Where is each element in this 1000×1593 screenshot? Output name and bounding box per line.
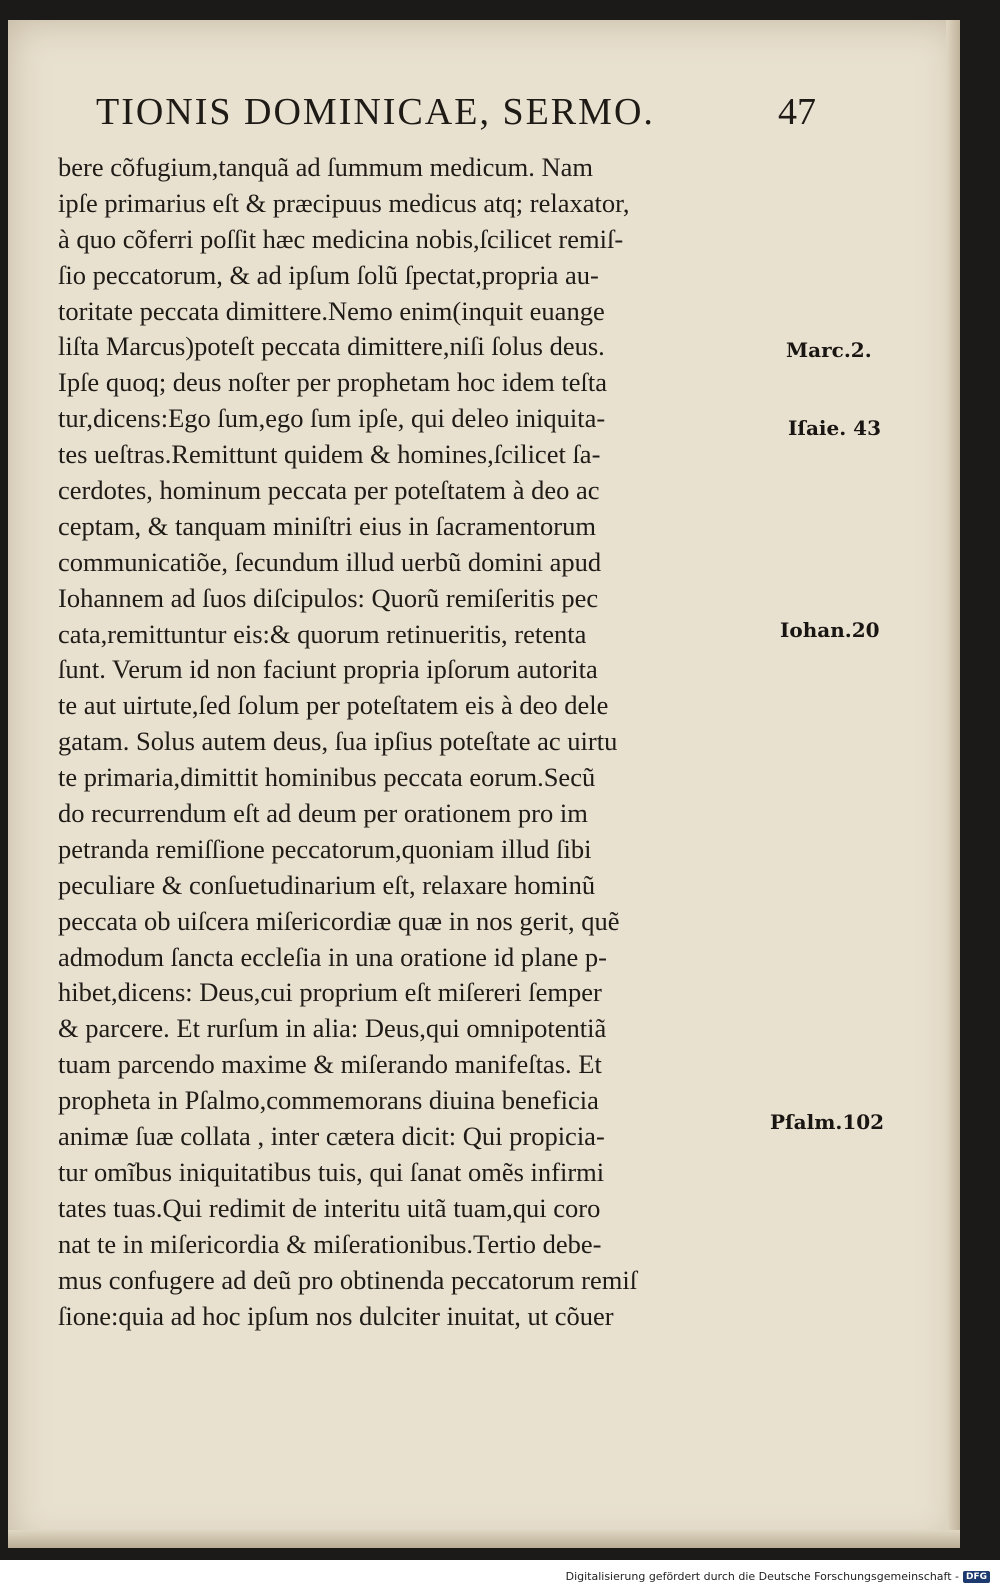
margin-note-marc: Marc.2. <box>786 338 872 362</box>
funding-credit: Digitalisierung gefördert durch die Deutsche Forschungsgemeinschaft - <box>565 1570 959 1583</box>
text-line: toritate peccata dimittere.Nemo enim(inquit euange <box>58 295 605 326</box>
text-line: propheta in Pſalmo,commemorans diuina beneficia <box>58 1085 599 1116</box>
text-line: tates tuas.Qui redimit de interitu uitã tuam,qui coro <box>58 1192 601 1223</box>
text-line: bere cõfugium,tanquã ad ſummum medicum. Nam <box>58 152 594 182</box>
page-header <box>96 84 816 140</box>
text-line: & parcere. Et rurſum in alia: Deus,qui omnipotentiã <box>58 1013 607 1044</box>
text-line: te aut uirtute,ſed ſolum per poteſtatem eis à deo dele <box>58 690 609 721</box>
text-line: tes ueſtras.Remittunt quidem & homines,ſcilicet ſa- <box>58 439 601 470</box>
text-line: cerdotes, hominum peccata per poteſtatem à deo ac <box>58 475 600 506</box>
text-line: ſunt. Verum id non faciunt propria ipſorum autorita <box>58 654 598 685</box>
page-bottom-edge <box>8 1530 960 1548</box>
text-line: te primaria,dimittit hominibus peccata eorum.Secũ <box>58 762 596 793</box>
text-line: communicatiõe, ſecundum illud uerbũ domini apud <box>58 546 602 577</box>
page-edge <box>946 20 960 1548</box>
margin-note-psalm: Pſalm.102 <box>770 1110 885 1134</box>
margin-note-iohan: Iohan.20 <box>780 618 880 642</box>
text-line: liſta Marcus)poteſt peccata dimittere,niſi ſolus deus. <box>58 331 605 362</box>
text-line: nat te in miſericordia & miſerationibus.Tertio debe- <box>58 1228 602 1259</box>
text-line: peculiare & conſuetudinarium eſt, relaxare hominũ <box>58 869 596 900</box>
text-line: peccata ob uiſcera miſericordiæ quæ in nos gerit, quẽ <box>58 905 620 936</box>
text-line: petranda remiſſione peccatorum,quoniam illud ſibi <box>58 833 592 864</box>
running-head: TIONIS DOMINICAE, SERMO. <box>96 91 655 133</box>
text-line: ipſe primarius eſt & præcipuus medicus atq; relaxator, <box>58 187 630 218</box>
page-number: 47 <box>778 91 816 133</box>
text-line: cata,remittuntur eis:& quorum retinueritis, retenta <box>58 618 587 649</box>
text-line: Iohannem ad ſuos diſcipulos: Quorũ remiſeritis pec <box>58 582 599 613</box>
text-line: tuam parcendo maxime & miſerando manifeſtas. Et <box>58 1049 602 1080</box>
text-line: à quo cõferri poſſit hæc medicina nobis,ſcilicet remiſ- <box>58 223 624 254</box>
text-line: do recurrendum eſt ad deum per orationem pro im <box>58 798 588 829</box>
text-line: tur omĩbus iniquitatibus tuis, qui ſanat omẽs infirmi <box>58 1156 605 1187</box>
text-line: ſione:quia ad hoc ipſum nos dulciter inuitat, ut cõuer <box>58 1300 614 1331</box>
dfg-logo: DFG <box>963 1571 990 1583</box>
body-text <box>58 150 778 1334</box>
margin-note-isaie: Iſaie. 43 <box>788 416 881 440</box>
text-line: animæ ſuæ collata , inter cætera dicit: Qui propicia- <box>58 1121 605 1152</box>
text-line: ſio peccatorum, & ad ipſum ſolũ ſpectat,propria au- <box>58 259 599 290</box>
text-line: ceptam, & tanquam miniſtri eius in ſacramentorum <box>58 510 596 541</box>
footer-bar <box>0 1560 1000 1593</box>
text-line: mus confugere ad deũ pro obtinenda peccatorum remiſ <box>58 1264 638 1295</box>
text-line: admodum ſancta eccleſia in una oratione id plane p- <box>58 941 607 972</box>
text-line: tur,dicens:Ego ſum,ego ſum ipſe, qui deleo iniquita- <box>58 403 606 434</box>
text-line: Ipſe quoq; deus noſter per prophetam hoc idem teſta <box>58 367 607 398</box>
text-line: gatam. Solus autem deus, ſua ipſius poteſtate ac uirtu <box>58 726 618 757</box>
text-line: hibet,dicens: Deus,cui proprium eſt miſereri ſemper <box>58 977 602 1008</box>
